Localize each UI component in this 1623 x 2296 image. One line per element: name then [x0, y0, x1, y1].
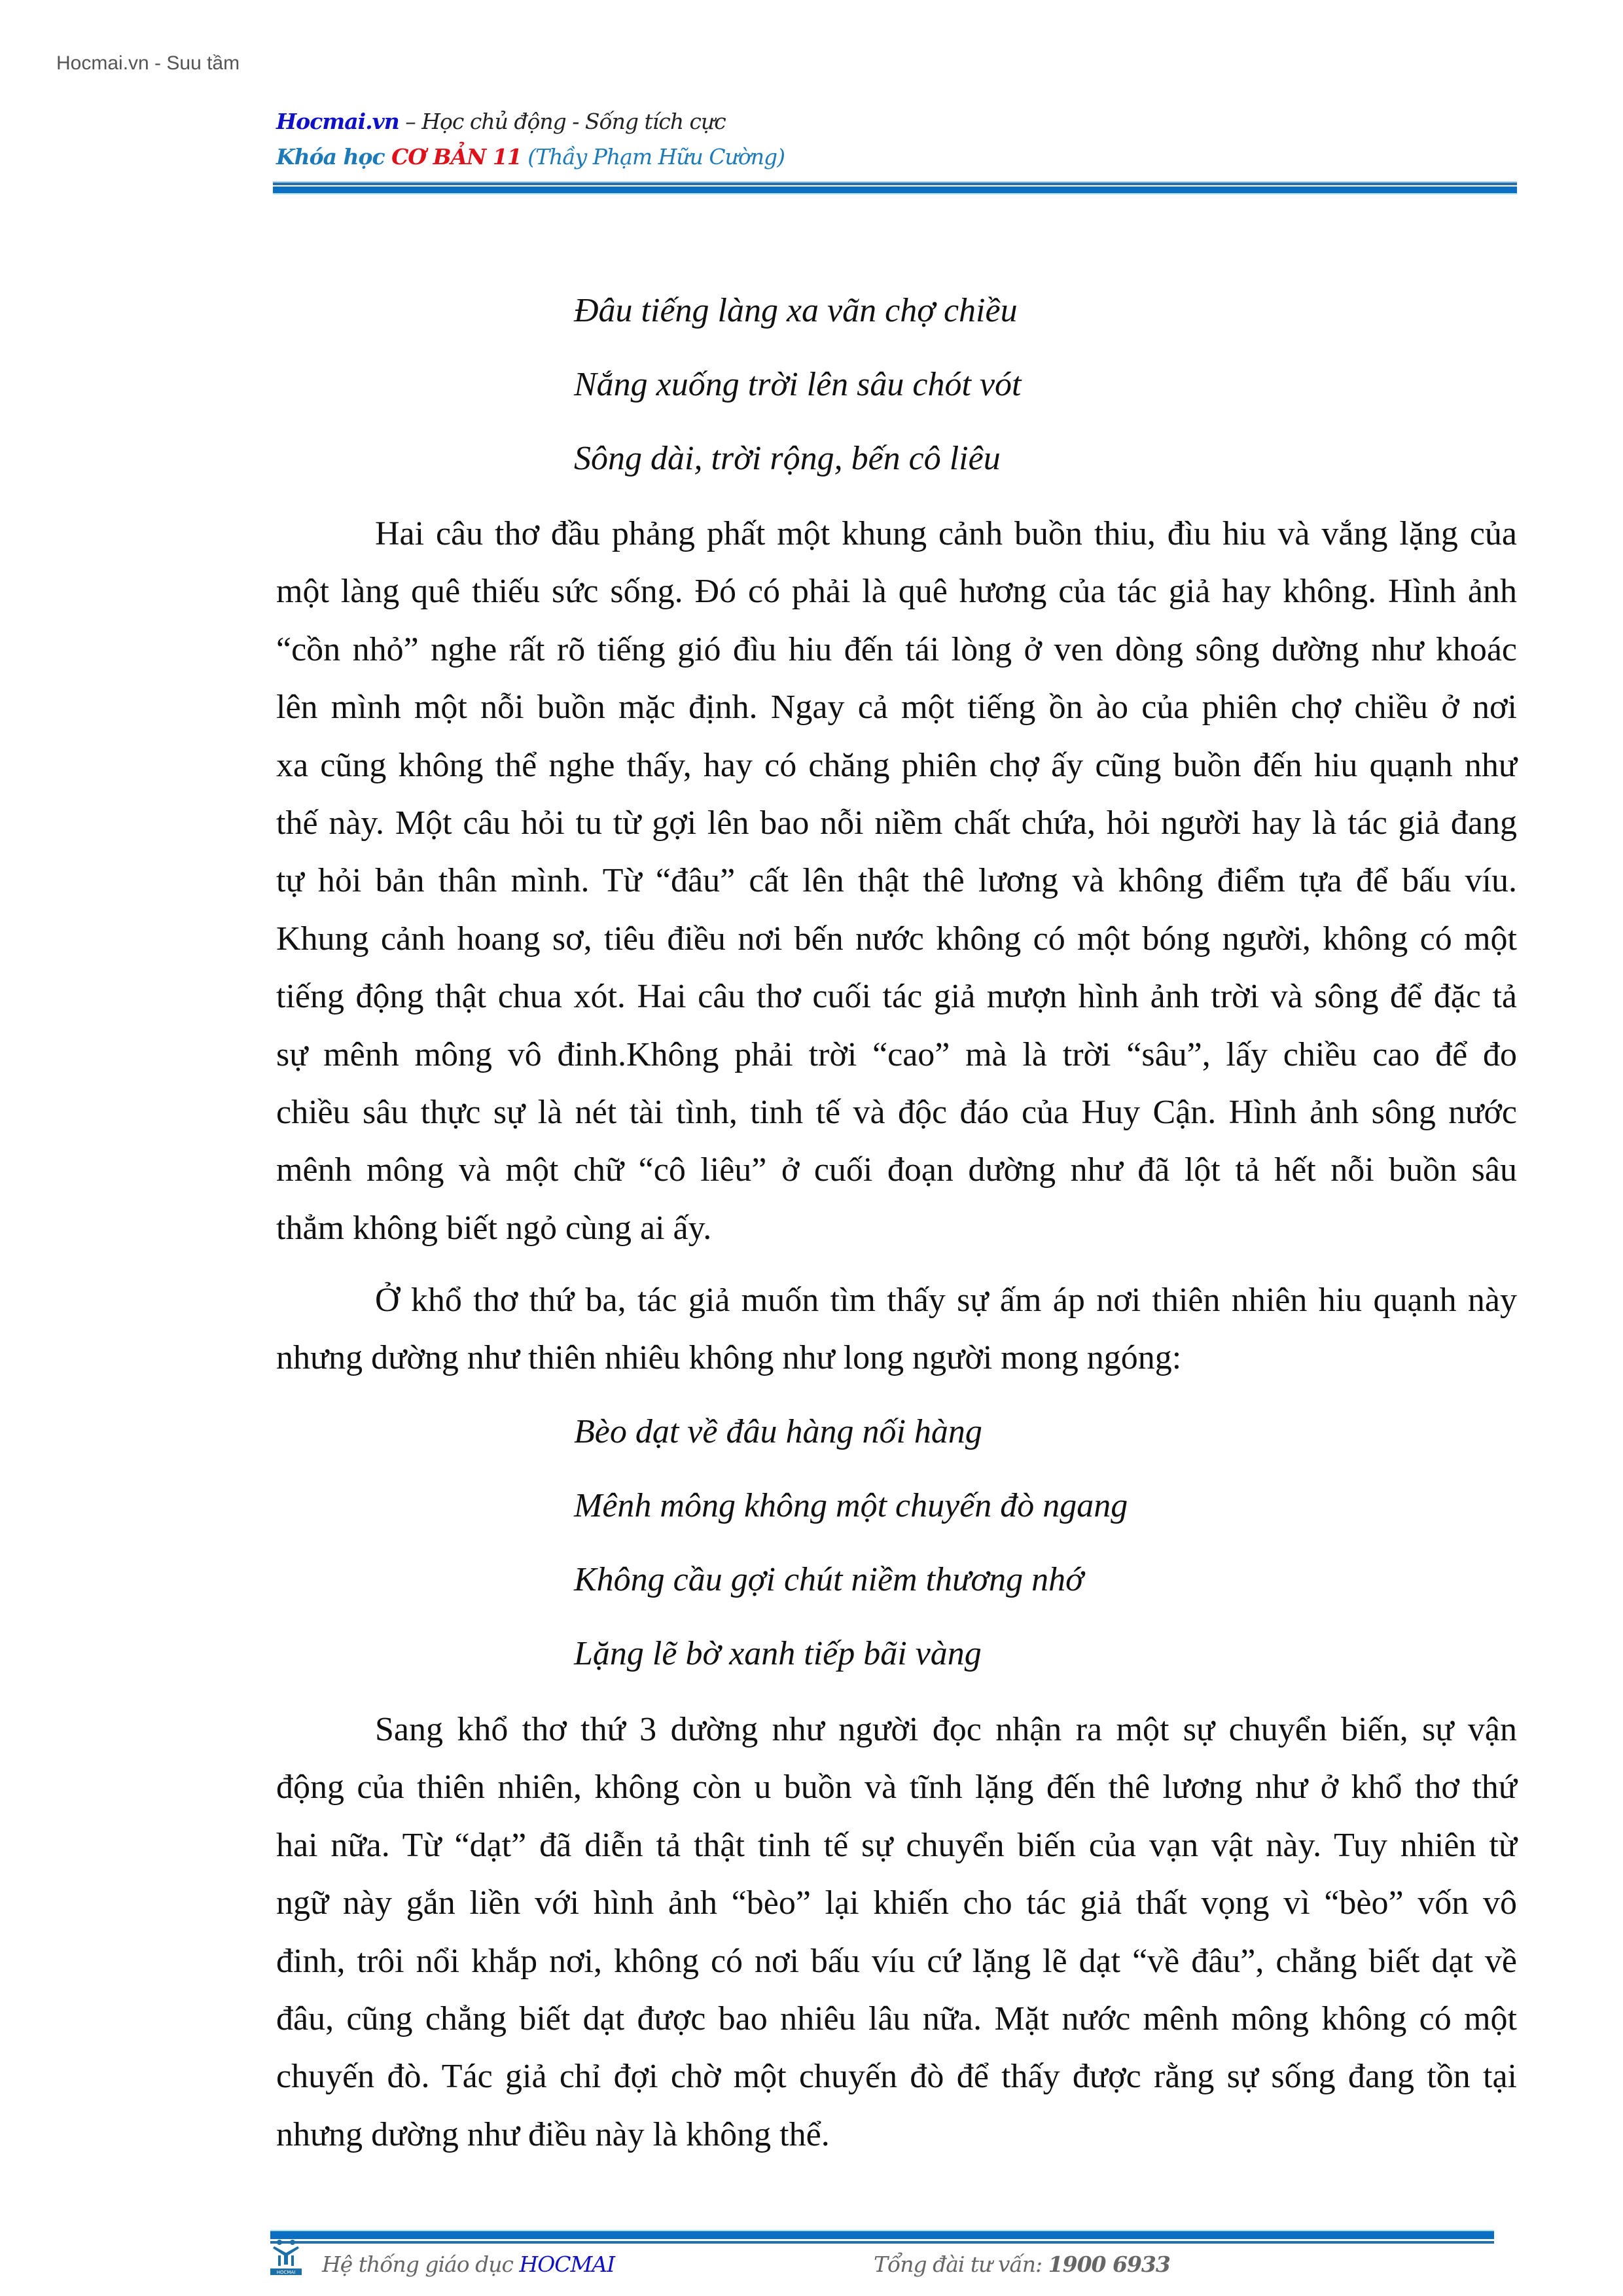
footer-hotline — [874, 2251, 1170, 2277]
paragraph-line: Ở khổ thơ thứ ba, tác giả muốn tìm thấy sự ấm áp nơi thiên nhiên hiu quạnh này — [375, 1282, 1517, 1319]
paragraph-analysis-2 — [276, 1272, 1517, 1388]
teacher-name: (Thầy Phạm Hữu Cường) — [521, 144, 785, 170]
footer-system-prefix: Hệ thống giáo dục — [322, 2251, 520, 2277]
watermark-text: Hocmai.vn - Suu tầm — [56, 52, 240, 74]
poem-stanza-3 — [574, 1395, 1128, 1691]
course-name: CƠ BẢN 11 — [391, 144, 522, 170]
paragraph-line: một làng quê thiếu sức sống. Đó có phải là quê hương của tác giả hay không. Hình ảnh — [276, 573, 1517, 611]
hocmai-logo-icon — [270, 2238, 302, 2276]
paragraph-line: xa cũng không thể nghe thấy, hay có chăng phiên chợ ấy cũng buồn đến hiu quạnh như — [276, 746, 1517, 784]
paragraph-line: chuyến đò. Tác giả chỉ đợi chờ một chuyến đò để thấy được rằng sự sống đang tồn tại — [276, 2058, 1517, 2096]
paragraph-line: tự hỏi bản thân mình. Từ “đâu” cất lên thật thê lương và không điểm tựa để bấu víu. — [276, 862, 1517, 900]
paragraph-analysis-3 — [276, 1701, 1517, 2164]
paragraph-analysis-1 — [276, 505, 1517, 1257]
footer-system-name: HOCMAI — [519, 2251, 615, 2277]
paragraph-line: Khung cảnh hoang sơ, tiêu điều nơi bến nước không có một bóng người, không có một — [276, 920, 1517, 958]
header-divider — [273, 181, 1517, 193]
course-prefix: Khóa học — [276, 144, 392, 170]
paragraph-line: động của thiên nhiên, không còn u buồn và tĩnh lặng đến thê lương như ở khổ thơ thứ — [276, 1768, 1517, 1806]
paragraph-line: Hai câu thơ đầu phảng phất một khung cảnh buồn thiu, đìu hiu và vắng lặng của — [375, 515, 1517, 552]
paragraph-line: nhưng dường như điều này là không thể. — [276, 2115, 830, 2153]
poem-line: Mênh mông không một chuyến đò ngang — [574, 1487, 1128, 1524]
paragraph-line: nhưng dường như thiên nhiêu không như long người mong ngóng: — [276, 1339, 1182, 1377]
paragraph-line: mênh mông và một chữ “cô liêu” ở cuối đoạn dường như đã lột tả hết nỗi buồn sâu — [276, 1151, 1517, 1189]
poem-line: Lặng lẽ bờ xanh tiếp bãi vàng — [574, 1635, 982, 1672]
paragraph-line: sự mênh mông vô đinh.Không phải trời “cao” mà là trời “sâu”, lấy chiều cao để đo — [276, 1035, 1517, 1073]
poem-line: Bèo dạt về đâu hàng nối hàng — [574, 1413, 982, 1450]
poem-stanza-2 — [574, 274, 1021, 495]
header-slogan-line — [276, 109, 726, 134]
slogan: – Học chủ động - Sống tích cực — [399, 109, 726, 134]
paragraph-line: ngữ này gắn liền với hình ảnh “bèo” lại khiến cho tác giả thất vọng vì “bèo” vốn vô — [276, 1884, 1517, 1922]
paragraph-line: thẳm không biết ngỏ cùng ai ấy. — [276, 1209, 712, 1247]
paragraph-line: chiều sâu thực sự là nét tài tình, tinh tế và độc đáo của Huy Cận. Hình ảnh sông nước — [276, 1093, 1517, 1131]
footer-divider — [270, 2230, 1494, 2244]
poem-line: Nắng xuống trời lên sâu chót vót — [574, 366, 1022, 403]
paragraph-line: đinh, trôi nổi khắp nơi, không có nơi bấu víu cứ lặng lẽ dạt “về đâu”, chẳng biết dạt về — [276, 1942, 1517, 1980]
paragraph-line: Sang khổ thơ thứ 3 dường như người đọc nhận ra một sự chuyển biến, sự vận — [375, 1711, 1517, 1748]
paragraph-line: “cồn nhỏ” nghe rất rõ tiếng gió đìu hiu đến tái lòng ở ven dòng sông dường như khoác — [276, 630, 1517, 668]
hotline-label: Tổng đài tư vấn: — [874, 2251, 1048, 2277]
paragraph-line: tiếng động thật chua xót. Hai câu thơ cuối tác giả mượn hình ảnh trời và sông để đặc tả — [276, 978, 1517, 1016]
paragraph-line: lên mình một nỗi buồn mặc định. Ngay cả một tiếng ồn ào của phiên chợ chiều ở nơi — [276, 689, 1517, 726]
poem-line: Không cầu gợi chút niềm thương nhớ — [574, 1561, 1084, 1598]
brand-name: Hocmai.vn — [276, 109, 399, 134]
svg-text:HOCMAI: HOCMAI — [276, 2270, 296, 2275]
paragraph-line: hai nữa. Từ “dạt” đã diễn tả thật tinh tế sự chuyển biến của vạn vật này. Tuy nhiên từ — [276, 1826, 1517, 1864]
paragraph-line: đâu, cũng chẳng biết dạt được bao nhiêu lâu nữa. Mặt nước mênh mông không có một — [276, 2000, 1517, 2037]
poem-line: Đâu tiếng làng xa vãn chợ chiều — [574, 292, 1018, 329]
hotline-number: 1900 6933 — [1048, 2251, 1170, 2277]
header-course-line — [276, 144, 785, 170]
paragraph-line: thế này. Một câu hỏi tu từ gợi lên bao nỗi niềm chất chứa, hỏi người hay là tác giả đang — [276, 804, 1517, 842]
poem-line: Sông dài, trời rộng, bến cô liêu — [574, 440, 1001, 477]
footer-system — [322, 2251, 615, 2277]
